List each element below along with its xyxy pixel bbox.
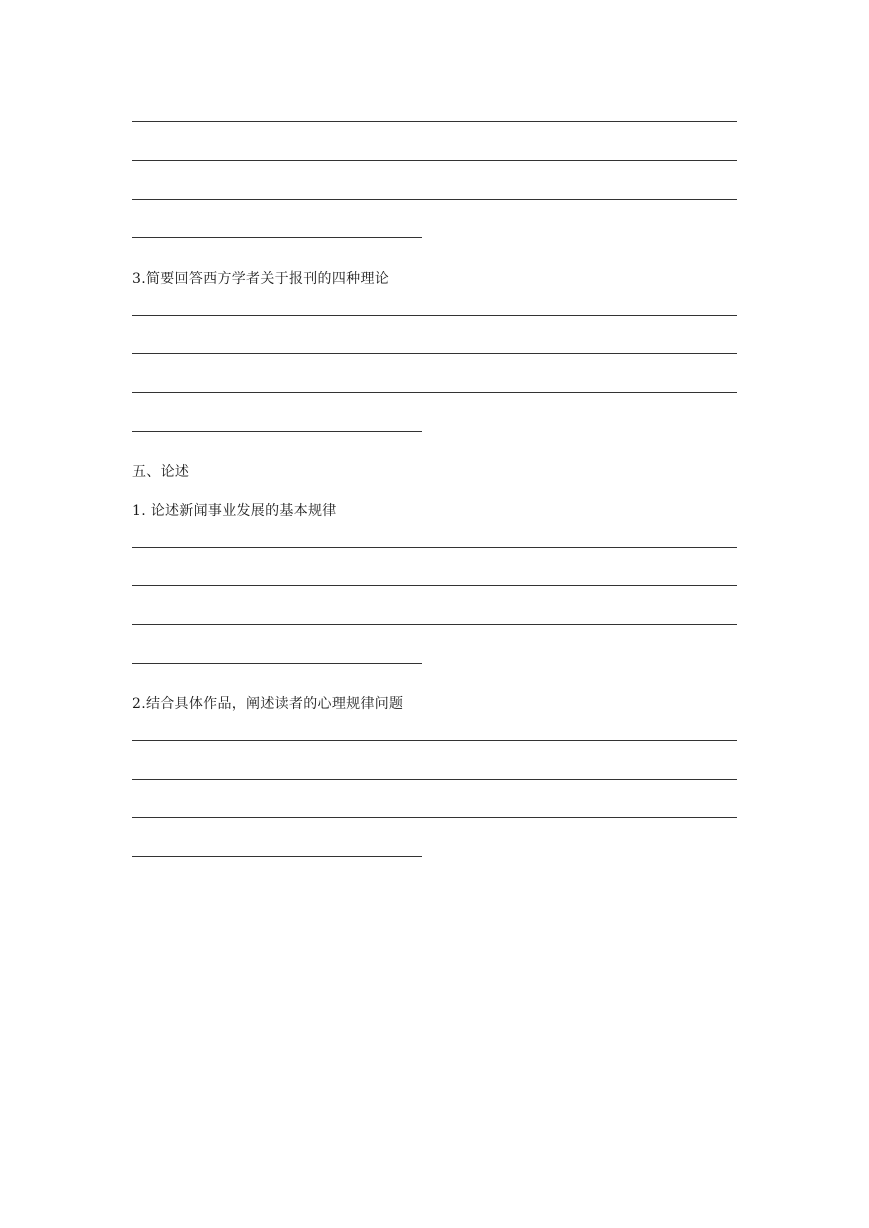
answer-line xyxy=(132,817,737,818)
answer-line xyxy=(132,353,737,354)
answer-line xyxy=(132,663,422,664)
answer-line xyxy=(132,121,737,122)
question-3-text: 3.简要回答西方学者关于报刊的四种理论 xyxy=(132,271,390,287)
answer-line xyxy=(132,779,737,780)
answer-line xyxy=(132,392,737,393)
essay-1-text: 1. 论述新闻事业发展的基本规律 xyxy=(132,503,337,519)
answer-line xyxy=(132,199,737,200)
section-5-heading: 五、论述 xyxy=(132,464,190,480)
answer-line xyxy=(132,585,737,586)
answer-line xyxy=(132,237,422,238)
answer-line xyxy=(132,624,737,625)
answer-line xyxy=(132,547,737,548)
answer-line xyxy=(132,431,422,432)
answer-line xyxy=(132,315,737,316)
answer-line xyxy=(132,160,737,161)
answer-line xyxy=(132,740,737,741)
essay-2-text: 2.结合具体作品，阐述读者的心理规律问题 xyxy=(132,696,404,712)
answer-line xyxy=(132,856,422,857)
